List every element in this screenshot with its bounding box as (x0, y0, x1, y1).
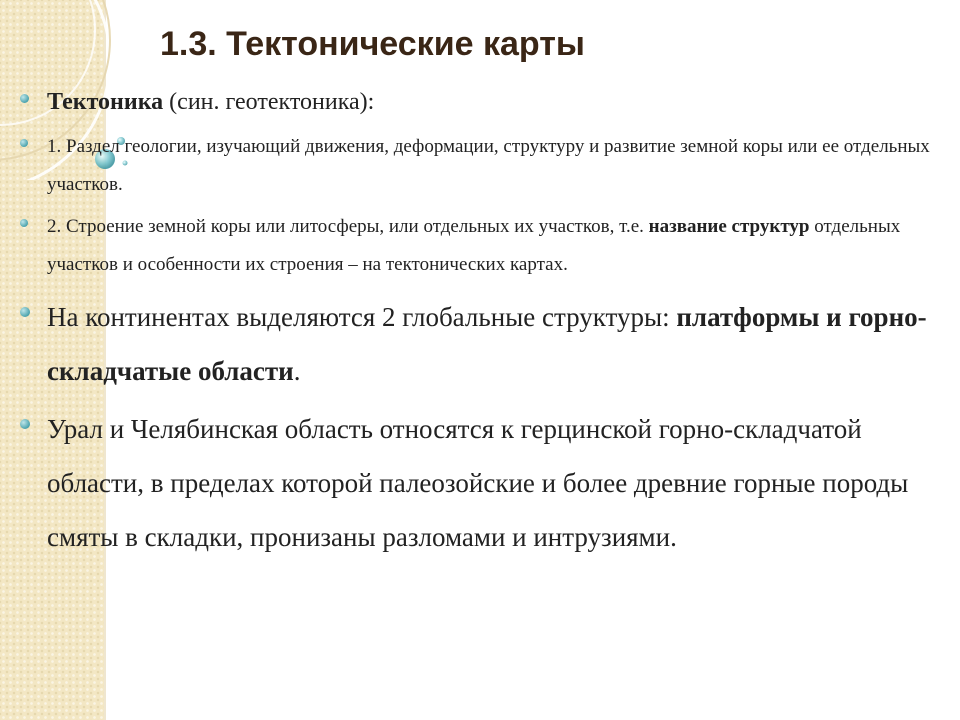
definition-2-tail: отдельных участков и особенности их строения – на тектонических картах. (47, 216, 901, 275)
bullet-item-definition-1 (20, 128, 940, 204)
global-structures-tail: . (293, 356, 301, 386)
bullet-dot-icon (20, 419, 30, 429)
slide-title: 1.3. Тектонические карты (160, 25, 585, 63)
ural-text: Урал и Челябинская область относятся к герцинской горно-складчатой области, в пределах которой палеозойские и более древние горные породы смяты в складки, пронизаны разломами и интрузиями. (47, 414, 909, 552)
bullet-item-tectonics (20, 82, 940, 122)
bullet-item-global-structures (20, 290, 940, 398)
bullet-item-ural (20, 402, 940, 564)
term-synonym: (син. геотектоника): (163, 89, 375, 115)
definition-2-lead: 2. Строение земной коры или литосферы, или отдельных их участков, т.е. (47, 216, 649, 237)
definition-2-bold: название структур (648, 216, 810, 237)
term-tectonics: Тектоника (47, 89, 164, 115)
bullet-dot-icon (20, 307, 30, 317)
global-structures-bold: платформы и горно-складчатые области (47, 302, 927, 386)
bullet-dot-icon (20, 139, 28, 147)
bullet-dot-icon (20, 94, 29, 103)
bullet-dot-icon (20, 219, 28, 227)
bullet-list (20, 82, 940, 568)
global-structures-lead: На континентах выделяются 2 глобальные структуры: (47, 302, 677, 332)
definition-1-text: 1. Раздел геологии, изучающий движения, деформации, структуру и развитие земной коры или ее отдельных участков. (47, 136, 930, 195)
bullet-item-definition-2 (20, 208, 940, 284)
